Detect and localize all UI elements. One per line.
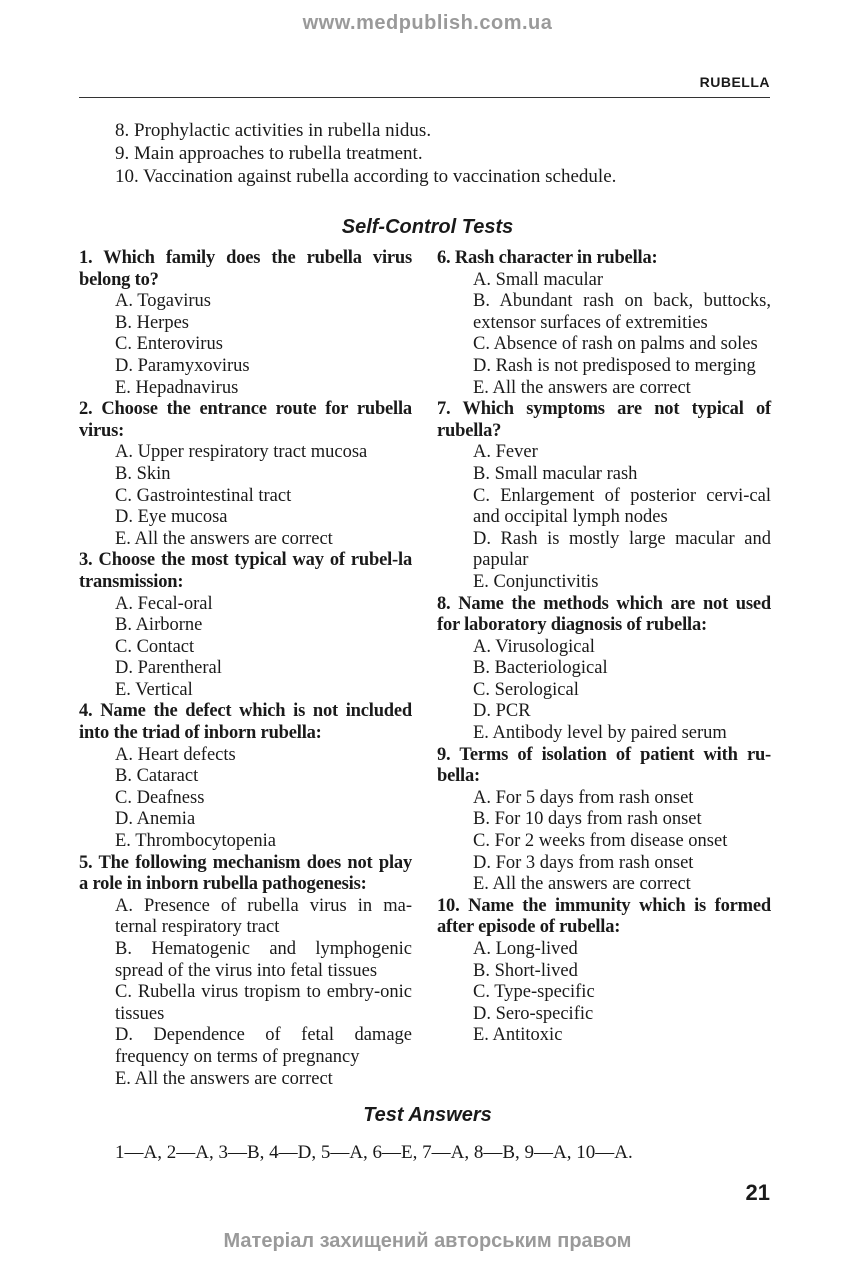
question-text: 4. Name the defect which is not included into the triad of inborn rubella: [79, 701, 412, 744]
page-number: 21 [745, 1180, 770, 1205]
question-block [79, 550, 412, 701]
answer-option: B. Short-lived [473, 960, 578, 981]
answer-option: C. For 2 weeks from disease onset [473, 831, 728, 852]
question-text: 5. The following mechanism does not play a role in inborn rubella pathogenesis: [79, 852, 412, 895]
question-block [437, 248, 771, 399]
answer-option: D. Anemia [115, 809, 196, 830]
question-block [437, 745, 771, 896]
answer-option: A. Small macular [473, 269, 603, 290]
answer-option: C. Deafness [115, 787, 205, 808]
question-text: 1. Which family does the rubella virus belong to? [79, 248, 412, 290]
self-control-title: Self-Control Tests [341, 216, 514, 238]
answer-option: B. Cataract [115, 766, 199, 787]
answer-option: E. Hepadnavirus [115, 377, 239, 398]
question-block [437, 594, 771, 745]
answer-option: A. For 5 days from rash onset [473, 787, 694, 808]
answer-option: D. PCR [473, 701, 531, 722]
question-text: 10. Name the immunity which is formed after episode of rubella: [437, 895, 771, 938]
answer-option: E. Thrombocytopenia [115, 831, 276, 852]
answer-option: A. Fecal-oral [115, 593, 213, 614]
intro-list [115, 119, 755, 188]
answer-option: E. All the answers are correct [473, 874, 691, 895]
test-answers-title: Test Answers [363, 1104, 492, 1126]
answer-option: D. Parentheral [115, 658, 222, 679]
question-block [79, 248, 412, 399]
answer-option: A. Togavirus [115, 291, 211, 312]
answer-option: B. For 10 days from rash onset [473, 809, 702, 830]
answer-option: D. Paramyxovirus [115, 355, 250, 376]
question-text: 3. Choose the most typical way of rubel-la transmission: [79, 550, 412, 592]
answer-option: A. Upper respiratory tract mucosa [115, 442, 368, 463]
answer-option: E. All the answers are correct [473, 377, 691, 398]
answer-option: E. Antibody level by paired serum [473, 723, 727, 744]
answer-option: D. Eye mucosa [115, 507, 228, 528]
question-text: 8. Name the methods which are not used for laboratory diagnosis of rubella: [437, 593, 771, 636]
answer-option: B. Herpes [115, 312, 189, 333]
answer-option: B. Abundant rash on back, buttocks, extensor surfaces of extremities [473, 291, 771, 333]
answer-option: B. Skin [115, 463, 171, 484]
answer-option: B. Airborne [115, 615, 203, 636]
answer-option: C. Serological [473, 679, 579, 700]
intro-item: 10. Vaccination against rubella according to vaccination schedule. [115, 166, 617, 187]
answer-option: C. Absence of rash on palms and soles [473, 334, 758, 355]
answer-option: E. Conjunctivitis [473, 571, 599, 592]
answer-option: E. All the answers are correct [115, 1068, 333, 1089]
answer-option: E. Antitoxic [473, 1025, 563, 1046]
intro-item: 9. Main approaches to rubella treatment. [115, 143, 423, 164]
answer-option: B. Hematogenic and lymphogenic spread of the virus into fetal tissues [115, 939, 412, 981]
question-block [437, 896, 771, 1047]
answer-option: C. Rubella virus tropism to embry-onic tissues [115, 982, 412, 1024]
answer-option: C. Contact [115, 636, 195, 657]
answer-option: E. All the answers are correct [115, 528, 333, 549]
answer-option: D. Sero-specific [473, 1003, 594, 1024]
question-text: 2. Choose the entrance route for rubella virus: [79, 399, 412, 441]
answer-option: D. Rash is mostly large macular and papular [473, 528, 771, 571]
test-answers-key: 1—A, 2—A, 3—B, 4—D, 5—A, 6—E, 7—A, 8—B, 9—A, 10—A. [115, 1142, 633, 1163]
intro-item: 8. Prophylactic activities in rubella nidus. [115, 120, 432, 141]
questions-column-left [79, 248, 412, 1090]
question-block [79, 853, 412, 1091]
question-text: 6. Rash character in rubella: [437, 248, 658, 268]
answer-option: A. Presence of rubella virus in ma-ternal respiratory tract [115, 895, 412, 938]
answer-option: A. Virusological [473, 636, 595, 657]
question-text: 9. Terms of isolation of patient with ru-bella: [437, 744, 771, 787]
questions-column-right [437, 248, 771, 1047]
answer-option: A. Fever [473, 442, 538, 463]
question-block [79, 701, 412, 852]
answer-option: C. Type-specific [473, 982, 595, 1003]
question-text: 7. Which symptoms are not typical of rubella? [437, 399, 771, 441]
running-head: RUBELLA [699, 74, 770, 90]
answer-option: C. Enlargement of posterior cervi-cal and occipital lymph nodes [473, 485, 771, 528]
answer-option: D. Dependence of fetal damage frequency on terms of pregnancy [115, 1025, 412, 1067]
answer-option: E. Vertical [115, 679, 193, 700]
answer-option: C. Enterovirus [115, 334, 223, 355]
answer-option: B. Bacteriological [473, 658, 608, 679]
answer-option: A. Heart defects [115, 744, 236, 765]
header-rule [79, 97, 770, 98]
watermark-bottom: Матеріал захищений авторським правом [223, 1230, 632, 1252]
answer-option: D. For 3 days from rash onset [473, 852, 694, 873]
watermark-top: www.medpublish.com.ua [302, 12, 553, 34]
question-block [437, 399, 771, 593]
answer-option: D. Rash is not predisposed to merging [473, 355, 756, 376]
answer-option: C. Gastrointestinal tract [115, 485, 292, 506]
answer-option: A. Long-lived [473, 939, 578, 959]
answer-option: B. Small macular rash [473, 463, 638, 484]
question-block [79, 399, 412, 550]
